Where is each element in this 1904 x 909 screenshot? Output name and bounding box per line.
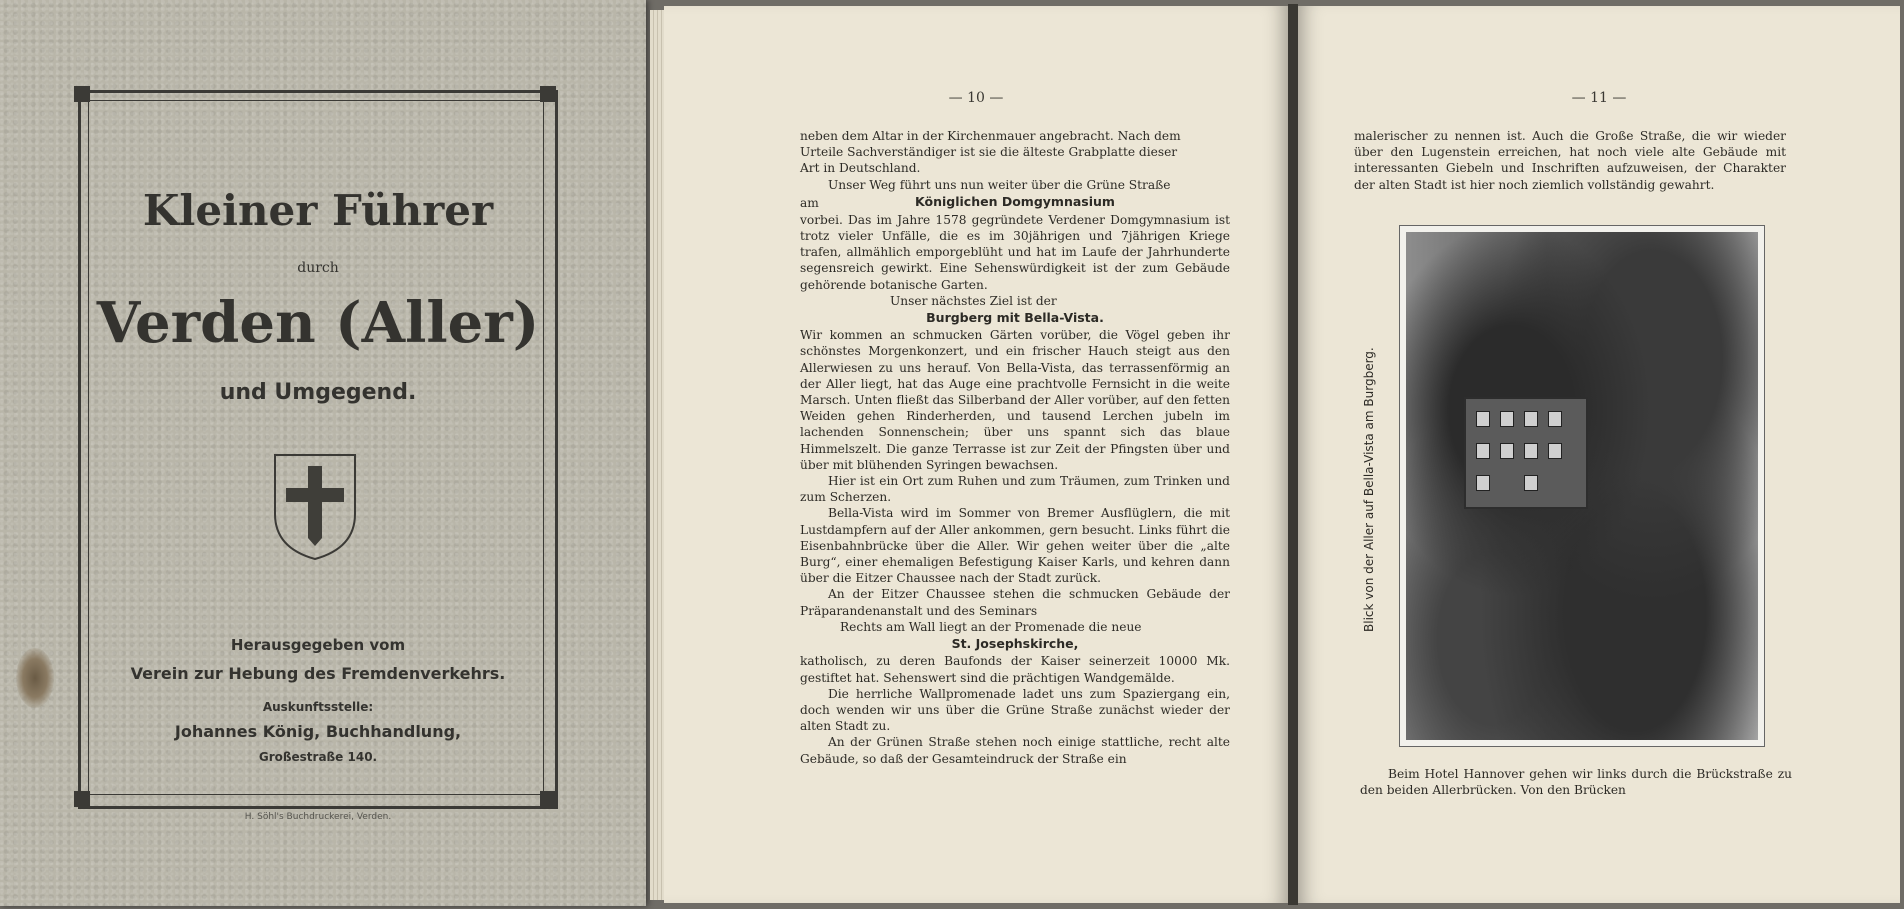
paragraph: Bella-Vista wird im Sommer von Bremer Ausflüglern, die mit Lustdampfern auf der Aller ankommen, gern besucht. Links führt die Eisenbahnbrücke über die Aller. Wir gehen weiter über die „alte Burg“, einer ehemaligen Befestigung Kaiser Karls, und kehren dann über die Eitzer Chaussee nach der Stadt zurück. [800, 506, 1230, 586]
cover-title-line2: Verden (Aller) [96, 290, 540, 356]
page-number: — 10 — [948, 90, 1004, 106]
text-line: neben dem Altar in der Kirchenmauer angebracht. Nach dem [800, 129, 1181, 143]
cover-title-durch: durch [297, 260, 339, 276]
paragraph: malerischer zu nennen ist. Auch die Große Straße, die wir wieder über den Lugenstein erreichen, hat noch viele alte Gebäude mit interessanten Giebeln und Inschriften aufzuweisen, der Charakter der alten Stadt ist hier noch ziemlich vollständig gewahrt. [1354, 129, 1786, 192]
photo-bella-vista [1399, 225, 1765, 747]
publisher-name: Verein zur Hebung des Fremdenverkehrs. [130, 664, 506, 683]
paragraph: An der Eitzer Chaussee stehen die schmucken Gebäude der Präparandenanstalt und des Seminars [800, 587, 1230, 618]
printer-imprint: H. Söhl's Buchdruckerei, Verden. [244, 812, 392, 822]
paragraph: Die herrliche Wallpromenade ladet uns zum Spaziergang ein, doch wenden wir uns über die Grüne Straße zunächst wieder der alten Stadt zu. [800, 686, 1230, 734]
paragraph: Hier ist ein Ort zum Ruhen und zum Träumen, zum Trinken und zum Scherzen. [800, 474, 1230, 505]
info-name: Johannes König, Buchhandlung, [174, 722, 462, 741]
heading-domgymnasium: Königlichen Domgymnasium [915, 193, 1115, 209]
cover-title-line1: Kleiner Führer [142, 186, 494, 235]
frame-corner [540, 791, 556, 807]
paragraph: Unser nächstes Ziel ist der [890, 293, 1057, 308]
paragraph: katholisch, zu deren Baufonds der Kaiser seinerzeit 10000 Mk. gestiftet hat. Sehenswert sind die prächtigen Wandgemälde. [800, 654, 1230, 685]
text-line: Art in Deutschland. [800, 161, 921, 176]
info-label: Auskunftsstelle: [262, 700, 374, 714]
heading-josephskirche: St. Josephskirche, [951, 636, 1079, 652]
page-11-top-text [1354, 128, 1786, 193]
paragraph: An der Grünen Straße stehen noch einige stattliche, recht alte Gebäude, so daß der Gesamteindruck der Straße ein [800, 735, 1230, 766]
paragraph: Wir kommen an schmucken Gärten vorüber, die Vögel geben ihr schönstes Morgenkonzert, und ein frischer Hauch steigt aus den Allerwiesen zu uns herauf. Von Bella-Vista, das terrassenförmig an der Aller liegt, hat das Auge eine prachtvolle Fernsicht in die weite Marsch. Unten fließt das Silberband der Aller vorüber, auf den fetten Weiden gehen Rinderherden, und tausend Lerchen jubeln im lachenden Sonnenschein; über uns spannt sich das blaue Himmelszelt. Die ganze Terrasse ist zur Zeit der Pfingsten über und über mit blühenden Syringen bewachsen. [800, 328, 1230, 472]
page-number: — 11 — [1571, 90, 1627, 106]
paragraph: Beim Hotel Hannover gehen wir links durch die Brückstraße zu den beiden Allerbrücken. Von den Brücken [1360, 767, 1792, 798]
info-address: Großestraße 140. [258, 750, 378, 764]
publisher-label: Herausgegeben vom [230, 636, 406, 654]
frame-corner [540, 86, 556, 102]
paragraph: Unser Weg führt uns nun weiter über die Grüne Straße [828, 177, 1171, 192]
photo-image [1406, 232, 1758, 740]
frame-corner [74, 791, 90, 807]
cover-title-line3: und Umgegend. [219, 380, 417, 405]
paragraph: Rechts am Wall liegt an der Promenade die neue [840, 619, 1142, 634]
coat-of-arms-icon [272, 452, 358, 562]
heading-row [800, 194, 1230, 212]
text-am: am [800, 195, 819, 210]
text-line: Urteile Sachverständiger ist sie die älteste Grabplatte dieser [800, 145, 1178, 160]
page-11-bottom-text [1360, 766, 1792, 798]
stain [16, 648, 54, 708]
frame-corner [74, 86, 90, 102]
paragraph: vorbei. Das im Jahre 1578 gegründete Verdener Domgymnasium ist trotz vieler Unfälle, die es im 30jährigen und 7jährigen Kriege trafen, allmählich emporgeblüht und hat im Laufe der Jahrhunderte segensreich gewirkt. Eine Sehenswürdigkeit ist der zum Gebäude gehörende botanische Garten. [800, 212, 1230, 292]
book-gutter [1288, 4, 1298, 905]
page-10-text [800, 128, 1230, 767]
heading-burgberg: Burgberg mit Bella-Vista. [926, 310, 1104, 326]
photo-house [1464, 397, 1588, 509]
photo-caption: Blick von der Aller auf Bella-Vista am Burgberg. [1362, 347, 1376, 633]
